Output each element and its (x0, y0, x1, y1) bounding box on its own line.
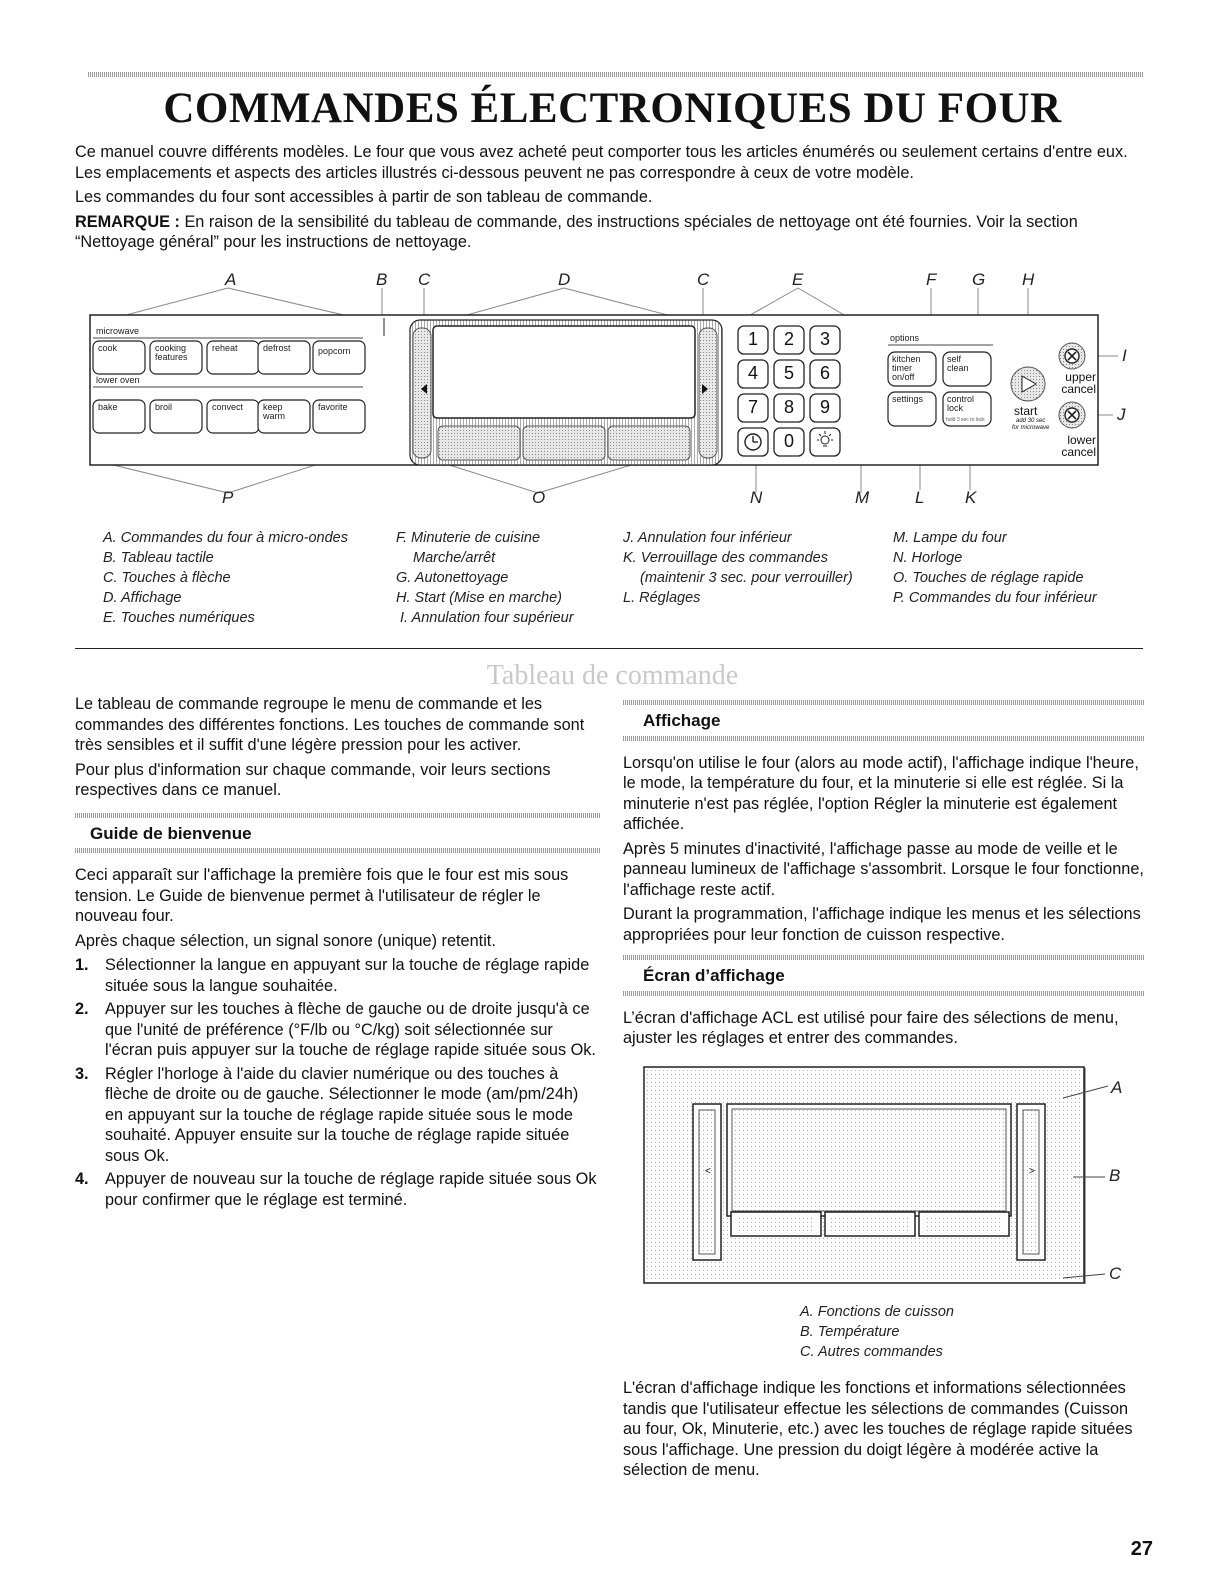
legend-item: H. Start (Mise en marche) (396, 590, 562, 606)
key-0[interactable]: 0 (784, 431, 795, 451)
callout-p: P (222, 488, 234, 507)
legend-item: K. Verrouillage des commandes (623, 550, 828, 566)
intro-paragraph-2: Les commandes du four sont accessibles à partir de son tableau de commande. (75, 188, 653, 206)
left-paragraph-2: Pour plus d'information sur chaque commande, voir leurs sections respectives dans ce manuel. (75, 760, 551, 799)
legend-item: A. Commandes du four à micro-ondes (103, 530, 348, 546)
step-number: 2. (75, 1000, 89, 1018)
affichage-paragraph-3: Durant la programmation, l'affichage indique les menus et les sélections appropriées pour leur fonction de cuisson respective. (623, 905, 1141, 944)
callout-g: G (972, 270, 986, 289)
list-item (75, 955, 600, 996)
step-text: Appuyer sur les touches à flèche de gauche ou de droite jusqu'à ce que l'unité de préférence (°F/lb ou °C/kg) soit sélectionnée sur l'écran puis appuyer sur la touche de réglage rapide située sous Ok. (105, 1000, 596, 1059)
settings-button[interactable]: settings (892, 394, 924, 404)
defrost-button[interactable]: defrost (263, 343, 291, 353)
key-1[interactable]: 1 (748, 329, 759, 349)
list-item (75, 999, 600, 1061)
legend-item: D. Affichage (103, 590, 182, 606)
intro-note (75, 212, 1145, 253)
legend-column-1 (103, 528, 393, 628)
legend-item: O. Touches de réglage rapide (893, 570, 1084, 586)
callout-f: F (926, 270, 937, 289)
key-9[interactable]: 9 (820, 397, 831, 417)
favorite-button[interactable]: favorite (318, 402, 348, 412)
reheat-button[interactable]: reheat (212, 343, 238, 353)
lower-oven-label: lower oven (96, 375, 140, 385)
heading-rule (75, 848, 600, 853)
affichage-paragraph-2: Après 5 minutes d'inactivité, l'affichage passe au mode de veille et le panneau lumineux de l'affichage s'assombrit. Lorsque le four fonctionne, l'affichage reste actif. (623, 839, 1144, 899)
legend-item: C. Autres commandes (800, 1344, 943, 1360)
display-screen-drawing (643, 1066, 1133, 1296)
legend-item: C. Touches à flèche (103, 570, 231, 586)
left-column (75, 694, 600, 1213)
convect-button[interactable]: convect (212, 402, 244, 412)
legend-item: L. Réglages (623, 590, 701, 606)
display-screen-diagram (643, 1066, 1133, 1296)
callout-c-right: C (697, 270, 710, 289)
callout-h: H (1022, 270, 1035, 289)
key-4[interactable]: 4 (748, 363, 759, 383)
cooking-features-button[interactable]: cooking features (155, 343, 188, 362)
cook-button[interactable]: cook (98, 343, 118, 353)
guide-paragraph-1: Ceci apparaît sur l'affichage la première fois que le four est mis sous tension. Le Guide de bienvenue permet à l'utilisateur de régler le nouveau four. (75, 866, 569, 925)
guide-steps (75, 955, 600, 1210)
callout-a: A (225, 270, 237, 289)
ecran-paragraph-2: L'écran d'affichage indique les fonctions et informations sélectionnées tandis que l'utilisateur effectue les sélections de commandes (Cuisson au four, Ok, Minuterie, etc.) avec les touches de réglage rapide situées sous l'affichage. Une pression du doigt légère à modérée active la sélection de menu. (623, 1379, 1133, 1479)
callout-m: M (855, 488, 870, 507)
keep-warm-button[interactable]: keep warm (263, 402, 285, 421)
control-lock-button[interactable]: control lock (947, 394, 975, 413)
bake-button[interactable]: bake (98, 402, 118, 412)
ecran-heading: Écran d’affichage (643, 966, 785, 985)
callout-c-left: C (418, 270, 431, 289)
screen-callout-c: C (1109, 1264, 1122, 1283)
options-label: options (890, 333, 920, 343)
note-text: En raison de la sensibilité du tableau de commande, des instructions spéciales de nettoyage ont été fournies. Voir la section “Nettoyage général” pour les instructions de nettoyage. (75, 212, 1078, 251)
key-3[interactable]: 3 (820, 329, 831, 349)
legend-item: F. Minuterie de cuisine (396, 530, 541, 546)
affichage-paragraph-1: Lorsqu'on utilise le four (alors au mode actif), l'affichage indique l'heure, le mode, la température du four, et la minuterie si elle est réglée. Si la minuterie n'est pas réglée, l'option Régler la minuterie est également affichée. (623, 753, 1139, 833)
guide-paragraph-2: Après chaque sélection, un signal sonore (unique) retentit. (75, 931, 496, 950)
legend-item: E. Touches numériques (103, 610, 255, 626)
legend-column-4 (893, 528, 1143, 608)
key-7[interactable]: 7 (748, 397, 759, 417)
legend-item: N. Horloge (893, 550, 963, 566)
lower-cancel-button[interactable]: lower cancel (1061, 433, 1096, 459)
callout-i: I (1122, 346, 1127, 365)
legend-column-2 (396, 528, 616, 628)
key-2[interactable]: 2 (784, 329, 795, 349)
step-text: Appuyer de nouveau sur la touche de réglage rapide située sous Ok pour confirmer que le réglage est terminé. (105, 1170, 597, 1209)
callout-l: L (915, 488, 925, 507)
screen-callout-b: B (1109, 1166, 1121, 1185)
popcorn-button[interactable]: popcorn (318, 346, 351, 356)
intro (75, 142, 1145, 257)
step-text: Régler l'horloge à l'aide du clavier numérique ou des touches à flèche de droite ou de gauche. Sélectionner le mode (am/pm/24h) en appuyant sur la touche de réglage rapide située sous le mode souhaité. Appuyer ensuite sur la touche de réglage rapide située sous Ok. (105, 1064, 579, 1165)
key-8[interactable]: 8 (784, 397, 795, 417)
page-title: COMMANDES ÉLECTRONIQUES DU FOUR (163, 85, 1062, 132)
microwave-label: microwave (96, 326, 140, 336)
callout-d: D (558, 270, 571, 289)
legend-item: G. Autonettoyage (396, 570, 509, 586)
list-item (75, 1169, 600, 1210)
heading-rule (623, 991, 1145, 996)
screen-callout-a: A (1111, 1078, 1123, 1097)
legend-item: J. Annulation four inférieur (623, 530, 792, 546)
hold-to-lock-label: hold 3 sec to lock (946, 417, 985, 423)
callout-b: B (376, 270, 388, 289)
top-rule (88, 72, 1143, 77)
section-divider (75, 648, 1143, 649)
start-label[interactable]: start (1014, 404, 1038, 418)
screen-left-arrow: < (705, 1166, 711, 1177)
legend-item: I. Annulation four supérieur (400, 610, 574, 626)
right-column (623, 700, 1145, 1053)
ecran-paragraph-2-block (623, 1378, 1145, 1481)
guide-heading: Guide de bienvenue (90, 823, 252, 843)
kitchen-timer-button[interactable]: kitchen timer on/off (892, 354, 921, 382)
step-number: 1. (75, 956, 89, 974)
section-title: Tableau de commande (486, 660, 739, 691)
affichage-heading: Affichage (643, 711, 721, 730)
self-clean-button[interactable]: self clean (947, 354, 969, 373)
upper-cancel-button[interactable]: upper cancel (1061, 370, 1096, 396)
legend-item: B. Température (800, 1324, 900, 1340)
step-number: 4. (75, 1170, 89, 1188)
step-number: 3. (75, 1064, 89, 1083)
callout-k: K (965, 488, 977, 507)
callout-o: O (532, 488, 546, 507)
key-6[interactable]: 6 (820, 363, 831, 383)
legend-item: (maintenir 3 sec. pour verrouiller) (640, 570, 853, 586)
legend-item: B. Tableau tactile (103, 550, 214, 566)
screen-right-arrow: > (1029, 1166, 1035, 1177)
broil-button[interactable]: broil (155, 402, 173, 412)
legend-item: P. Commandes du four inférieur (893, 590, 1097, 606)
callout-n: N (750, 488, 763, 507)
add-30-sec-label: add 30 sec (1016, 418, 1046, 424)
key-5[interactable]: 5 (784, 363, 795, 383)
legend-item: A. Fonctions de cuisson (800, 1304, 954, 1320)
heading-rule (623, 736, 1145, 741)
left-paragraph-1: Le tableau de commande regroupe le menu de commande et les commandes des différentes fonctions. Les touches de commande sont très sensibles et il suffit d'une légère pression pour les activer. (75, 695, 585, 754)
ecran-paragraph-1: L’écran d'affichage ACL est utilisé pour faire des sélections de menu, ajuster les réglages et entrer des commandes. (623, 1008, 1119, 1047)
legend-item: Marche/arrêt (413, 550, 496, 566)
intro-paragraph-1: Ce manuel couvre différents modèles. Le four que vous avez acheté peut comporter tous les articles énumérés ou seulement certains d'entre eux. Les emplacements et aspects des articles illustrés ci-dessous peuvent ne pas correspondre à ceux de votre modèle. (75, 143, 1128, 182)
callout-e: E (792, 270, 804, 289)
legend-item: M. Lampe du four (893, 530, 1007, 546)
screen-legend (800, 1302, 954, 1362)
for-microwave-label: for microwave (1012, 425, 1050, 431)
page-number: 27 (1130, 1538, 1153, 1560)
list-item (75, 1064, 600, 1167)
note-label: REMARQUE : (75, 212, 180, 231)
step-text: Sélectionner la langue en appuyant sur la touche de réglage rapide située sous la langue souhaitée. (105, 956, 590, 995)
legend-column-3 (623, 528, 893, 608)
callout-j: J (1117, 405, 1126, 424)
